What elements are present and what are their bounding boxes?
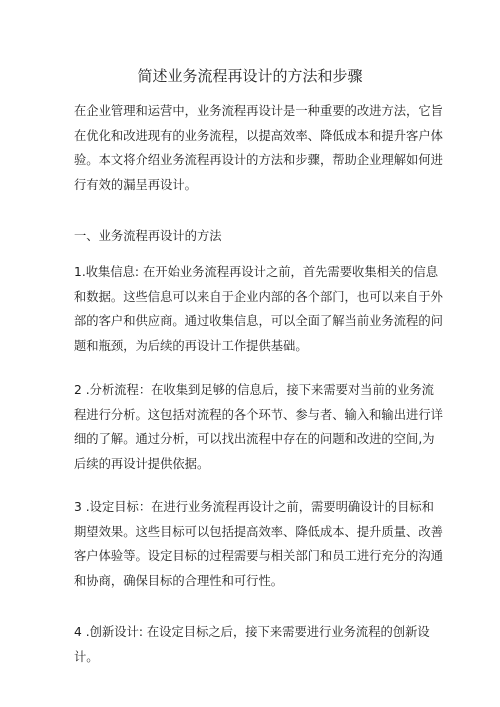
list-item-innovative-design: 4 .创新设计: 在设定目标之后，接下来需要进行业务流程的创新设计。 bbox=[74, 625, 430, 664]
list-item-set-goals: 3 .设定目标：在进行业务流程再设计之前，需要明确设计的目标和期望效果。这些目标可以包括提高效率、降低成本、提升质量、改善客户体验等。设定目标的过程需要与相关部门和员工进行充分的沟通和协商，确保目标的合理性和可行性。 bbox=[74, 500, 443, 588]
document-title: 简述业务流程再设计的方法和步骤 bbox=[137, 67, 363, 85]
intro-paragraph: 在企业管理和运营中，业务流程再设计是一种重要的改进方法，它旨在优化和改进现有的业务流程，以提高效率、降低成本和提升客户体验。本文将介绍业务流程再设计的方法和步骤，帮助企业理解如何进行有效的漏呈再设计。 bbox=[74, 104, 443, 192]
list-item-analyze-process: 2 .分析流程：在收集到足够的信息后，接下来需要对当前的业务流程进行分析。这包括对流程的各个环节、参与者、输入和输出进行详细的了解。通过分析，可以找出流程中存在的问题和改进的空间,为后续的再设计提供依据。 bbox=[74, 383, 443, 471]
section-heading: 一、业务流程再设计的方法 bbox=[74, 229, 222, 243]
list-item-collect-info: 1.收集信息: 在开始业务流程再设计之前，首先需要收集相关的信息和数据。这些信息可以来自于企业内部的各个部门，也可以来自于外部的客户和供应商。通过收集信息，可以全面了解当前业务流程的问题和瓶颈，为后续的再设计工作提供基础。 bbox=[74, 265, 443, 353]
